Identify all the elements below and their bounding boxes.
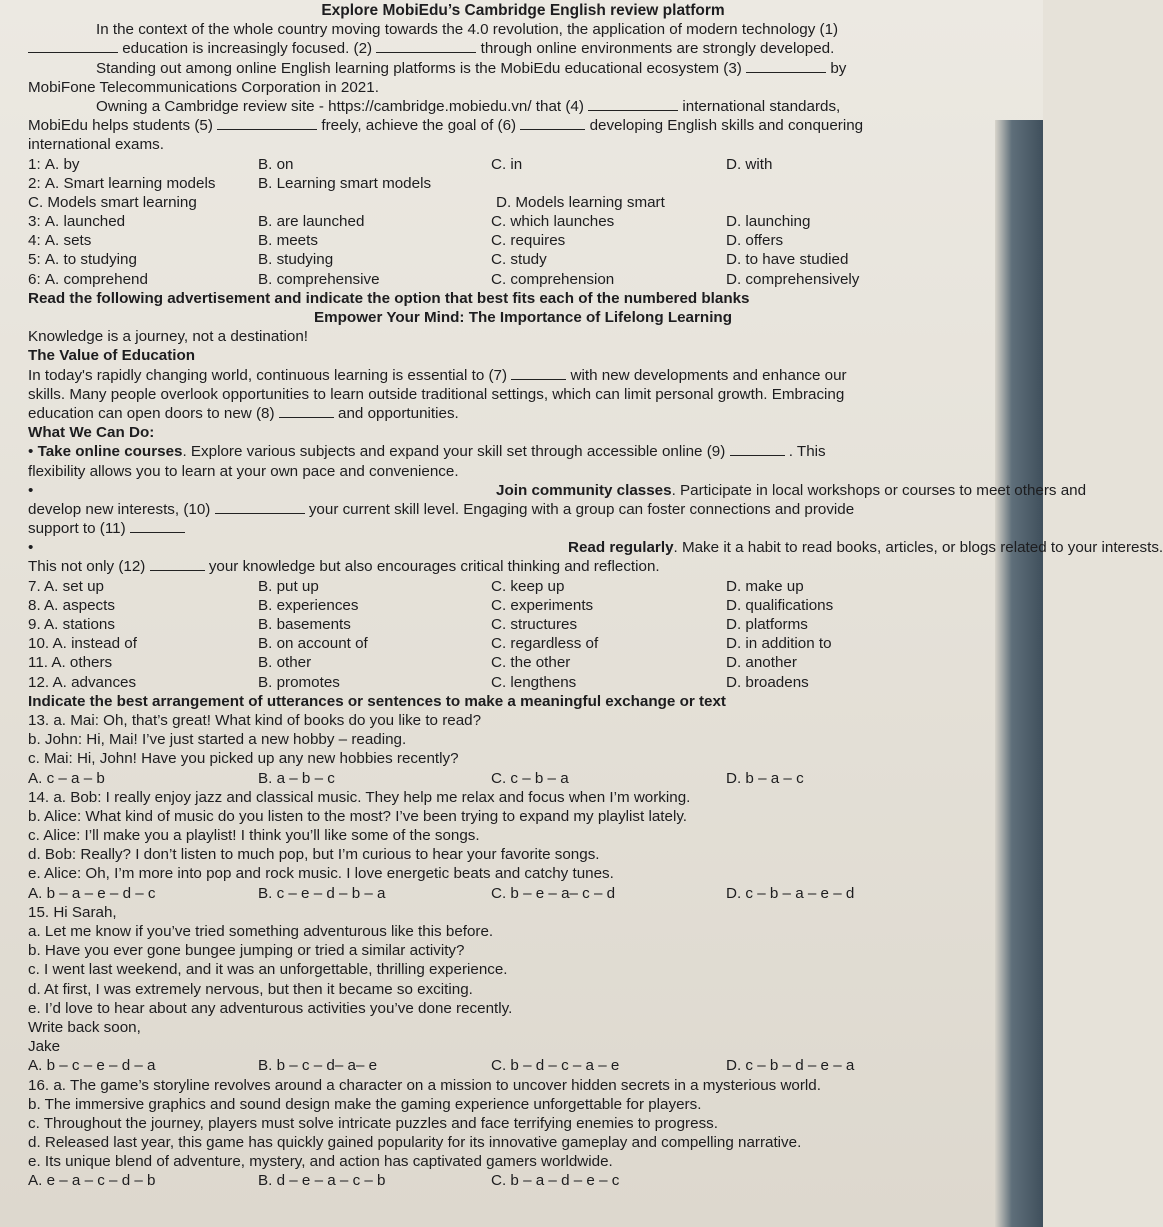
option-d[interactable]: D. b – a – c (726, 769, 804, 787)
option-d[interactable]: D. Models learning smart (496, 193, 665, 211)
worksheet-content (28, 0, 1163, 1191)
option-a[interactable]: A. launched (44, 213, 126, 231)
page-title: Explore MobiEdu’s Cambridge English review platform (321, 2, 725, 19)
option-c[interactable]: C. which launches (491, 213, 615, 231)
utterance: d. Released last year, this game has quickly gained popularity for its innovative gameplay and compelling narrative. (28, 1134, 802, 1152)
option-a[interactable]: A. comprehend (44, 270, 148, 288)
utterance: d. Bob: Really? I don’t listen to much pop, but I’m curious to hear your favorite songs. (28, 846, 600, 864)
question-options (28, 653, 1018, 672)
blank-1[interactable] (28, 39, 118, 53)
option-c[interactable]: C. structures (491, 616, 578, 633)
blank-12[interactable] (150, 557, 205, 571)
passage-line: MobiEdu helps students (5) freely, achieve the goal of (6) developing English skills and conquering (28, 117, 864, 135)
option-a[interactable]: A. by (44, 155, 80, 173)
blank-5[interactable] (217, 116, 317, 130)
utterance: a. Let me know if you’ve tried something adventurous like this before. (28, 923, 494, 940)
question-options (28, 193, 1018, 212)
bullet-icon: • (28, 481, 34, 499)
option-d[interactable]: D. to have studied (726, 251, 849, 269)
option-b[interactable]: B. a – b – c (258, 769, 335, 787)
utterance: e. I’d love to hear about any adventurous activities you’ve done recently. (28, 999, 513, 1017)
blank-10[interactable] (215, 500, 305, 514)
option-a[interactable]: 10. A. instead of (28, 635, 137, 653)
blank-11[interactable] (130, 519, 185, 533)
blank-2[interactable] (376, 39, 476, 53)
option-d[interactable]: D. launching (726, 213, 811, 231)
utterance: c. I went last weekend, and it was an unforgettable, thrilling experience. (28, 961, 508, 979)
utterance: 15. Hi Sarah, (28, 903, 117, 921)
option-c[interactable]: C. b – e – a– c – d (491, 884, 616, 902)
option-d[interactable]: D. make up (726, 577, 804, 595)
option-d[interactable]: D. platforms (726, 616, 808, 633)
option-b[interactable]: B. d – e – a – c – b (258, 1172, 386, 1190)
option-b[interactable]: B. on account of (258, 635, 368, 653)
passage-line: international exams. (28, 136, 164, 154)
ad-heading: The Value of Education (28, 347, 196, 365)
option-a[interactable]: A. b – a – e – d – c (28, 884, 156, 902)
option-b[interactable]: B. on (258, 155, 294, 173)
ad-line: education can open doors to new (8) and opportunities. (28, 404, 459, 422)
passage-line: Owning a Cambridge review site - https://cambridge.mobiedu.vn/ that (4) international standards, (96, 97, 841, 115)
passage-line: education is increasingly focused. (2) through online environments are strongly developed. (28, 39, 1018, 58)
ad-bullet: • Join community classes. Participate in local workshops or courses to meet others and (28, 481, 1087, 499)
blank-8[interactable] (279, 404, 334, 418)
option-a[interactable]: A. e – a – c – d – b (28, 1172, 156, 1190)
ad-line: develop new interests, (10) your current skill level. Engaging with a group can foster connections and provide (28, 500, 855, 518)
option-c[interactable]: C. requires (491, 232, 566, 250)
utterance: c. Alice: I’ll make you a playlist! I think you’ll like some of the songs. (28, 827, 480, 845)
option-b[interactable]: B. b – c – d– a– e (258, 1057, 378, 1075)
question-options: 6: A. comprehend B. comprehensive C. comprehension D. comprehensively (28, 270, 1018, 289)
bullet-icon: • (28, 443, 34, 461)
utterance: b. Have you ever gone bungee jumping or tried a similar activity? (28, 942, 465, 960)
ad-heading: What We Can Do: (28, 424, 155, 442)
option-b[interactable]: B. put up (258, 577, 319, 595)
question-options (28, 634, 1018, 653)
option-a[interactable]: 11. A. others (28, 654, 113, 672)
utterance: d. At first, I was extremely nervous, but then it became so exciting. (28, 980, 473, 998)
option-a[interactable]: 9. A. stations (28, 616, 115, 633)
option-a[interactable]: A. b – c – e – d – a (28, 1057, 156, 1075)
utterance: b. The immersive graphics and sound design make the gaming experience unforgettable for players. (28, 1095, 702, 1113)
blank-4[interactable] (588, 97, 678, 111)
option-d[interactable]: D. with (726, 155, 773, 173)
utterance: c. Throughout the journey, players must solve intricate puzzles and face terrifying enemies to progress. (28, 1114, 718, 1132)
option-c[interactable]: C. in (491, 155, 523, 173)
option-b[interactable]: B. basements (258, 616, 351, 633)
utterance: e. Its unique blend of adventure, mystery, and action has captivated gamers worldwide. (28, 1153, 613, 1171)
option-c[interactable]: C. b – d – c – a – e (491, 1057, 620, 1075)
option-c[interactable]: C. c – b – a (491, 769, 569, 787)
question-options: 4: A. sets B. meets C. requires D. offers (28, 231, 1018, 250)
ad-bullet: • Read regularly. Make it a habit to read books, articles, or blogs related to your interests. (28, 539, 1163, 557)
blank-9[interactable] (730, 442, 785, 456)
utterance: b. John: Hi, Mai! I’ve just started a new hobby – reading. (28, 731, 407, 749)
option-d[interactable]: D. c – b – a – e – d (726, 884, 855, 902)
option-a[interactable]: 12. A. advances (28, 673, 137, 691)
ad-line: This not only (12) your knowledge but also encourages critical thinking and reflection. (28, 558, 660, 576)
option-d[interactable]: D. broadens (726, 673, 809, 691)
question-options (28, 673, 1018, 692)
option-b[interactable]: B. Learning smart models (258, 174, 432, 192)
section-instruction: Indicate the best arrangement of utterances or sentences to make a meaningful exchange or text (28, 692, 726, 710)
option-c[interactable]: C. study (491, 251, 547, 269)
utterance: c. Mai: Hi, John! Have you picked up any new hobbies recently? (28, 750, 459, 768)
option-d[interactable]: D. another (726, 654, 797, 672)
utterance: 16. a. The game’s storyline revolves around a character on a mission to uncover hidden secrets in a mysterious world. (28, 1076, 821, 1094)
question-options (28, 596, 1018, 615)
blank-7[interactable] (511, 366, 566, 380)
question-options (28, 615, 1018, 634)
option-a[interactable]: A. Smart learning models (44, 174, 216, 192)
option-b[interactable]: B. experiences (258, 596, 359, 614)
option-c[interactable]: C. experiments (491, 596, 594, 614)
option-c[interactable]: C. b – a – d – e – c (491, 1172, 620, 1190)
option-a[interactable]: 7. A. set up (28, 577, 104, 595)
blank-3[interactable] (746, 59, 826, 73)
option-a[interactable]: A. c – a – b (28, 769, 105, 787)
question-options: 2: A. Smart learning models B. Learning smart models (28, 174, 1018, 193)
section-instruction: Read the following advertisement and indicate the option that best fits each of the numbered blanks (28, 289, 750, 307)
option-c[interactable]: C. regardless of (491, 635, 599, 653)
option-c[interactable]: C. lengthens (491, 673, 577, 691)
option-d[interactable]: D. c – b – d – e – a (726, 1057, 855, 1075)
question-options (28, 884, 1018, 903)
option-b[interactable]: B. meets (258, 232, 318, 250)
utterance: 14. a. Bob: I really enjoy jazz and classical music. They help me relax and focus when I’m working. (28, 788, 691, 806)
utterance: Write back soon, (28, 1018, 141, 1036)
option-b[interactable]: B. other (258, 654, 312, 672)
question-options: 3: A. launched B. are launched C. which launches D. launching (28, 212, 1018, 231)
ad-line: skills. Many people overlook opportunities to learn outside traditional settings, which can limit personal growth. Embracing (28, 385, 845, 403)
option-d[interactable]: D. offers (726, 232, 784, 250)
option-c[interactable]: C. keep up (491, 577, 565, 595)
option-b[interactable]: B. promotes (258, 673, 340, 691)
ad-line: flexibility allows you to learn at your own pace and convenience. (28, 462, 459, 480)
passage-line: MobiFone Telecommunications Corporation in 2021. (28, 78, 379, 96)
bullet-icon: • (28, 539, 34, 557)
ad-tagline: Knowledge is a journey, not a destination! (28, 328, 309, 346)
option-d[interactable]: D. comprehensively (726, 270, 860, 288)
ad-bullet: • Take online courses. Explore various subjects and expand your skill set through accessible online (9) . This (28, 443, 826, 461)
blank-6[interactable] (520, 116, 585, 130)
utterance: b. Alice: What kind of music do you listen to the most? I’ve been trying to expand my playlist lately. (28, 807, 688, 825)
utterance: 13. a. Mai: Oh, that’s great! What kind of books do you like to read? (28, 711, 482, 729)
option-c[interactable]: C. comprehension (491, 270, 615, 288)
question-options (28, 1171, 1018, 1190)
passage-line: Standing out among online English learning platforms is the MobiEdu educational ecosystem (3) by (96, 59, 847, 77)
question-options (28, 577, 1018, 596)
question-options (28, 769, 1018, 788)
ad-line: support to (11) (28, 519, 1018, 538)
utterance: Jake (28, 1038, 61, 1056)
option-b[interactable]: B. studying (258, 251, 334, 269)
question-options (28, 1056, 1018, 1075)
option-c[interactable]: C. Models smart learning (28, 193, 197, 211)
option-b[interactable]: B. are launched (258, 213, 365, 231)
option-b[interactable]: B. comprehensive (258, 270, 380, 288)
question-options: 1: A. by B. on C. in D. with (28, 155, 1018, 174)
ad-title: Empower Your Mind: The Importance of Lifelong Learning (314, 309, 732, 326)
option-c[interactable]: C. the other (491, 654, 571, 672)
option-a[interactable]: 8. A. aspects (28, 596, 115, 614)
passage-line: In the context of the whole country moving towards the 4.0 revolution, the application of modern technology (1) (96, 21, 839, 39)
option-d[interactable]: D. qualifications (726, 596, 834, 614)
option-a[interactable]: A. to studying (44, 251, 137, 269)
option-d[interactable]: D. in addition to (726, 635, 832, 653)
option-a[interactable]: A. sets (44, 232, 92, 250)
ad-line: In today's rapidly changing world, continuous learning is essential to (7) with new developments and enhance our (28, 366, 847, 384)
utterance: e. Alice: Oh, I’m more into pop and rock music. I love energetic beats and catchy tunes. (28, 865, 614, 883)
question-options: 5: A. to studying B. studying C. study D. to have studied (28, 250, 1018, 269)
option-b[interactable]: B. c – e – d – b – a (258, 884, 386, 902)
